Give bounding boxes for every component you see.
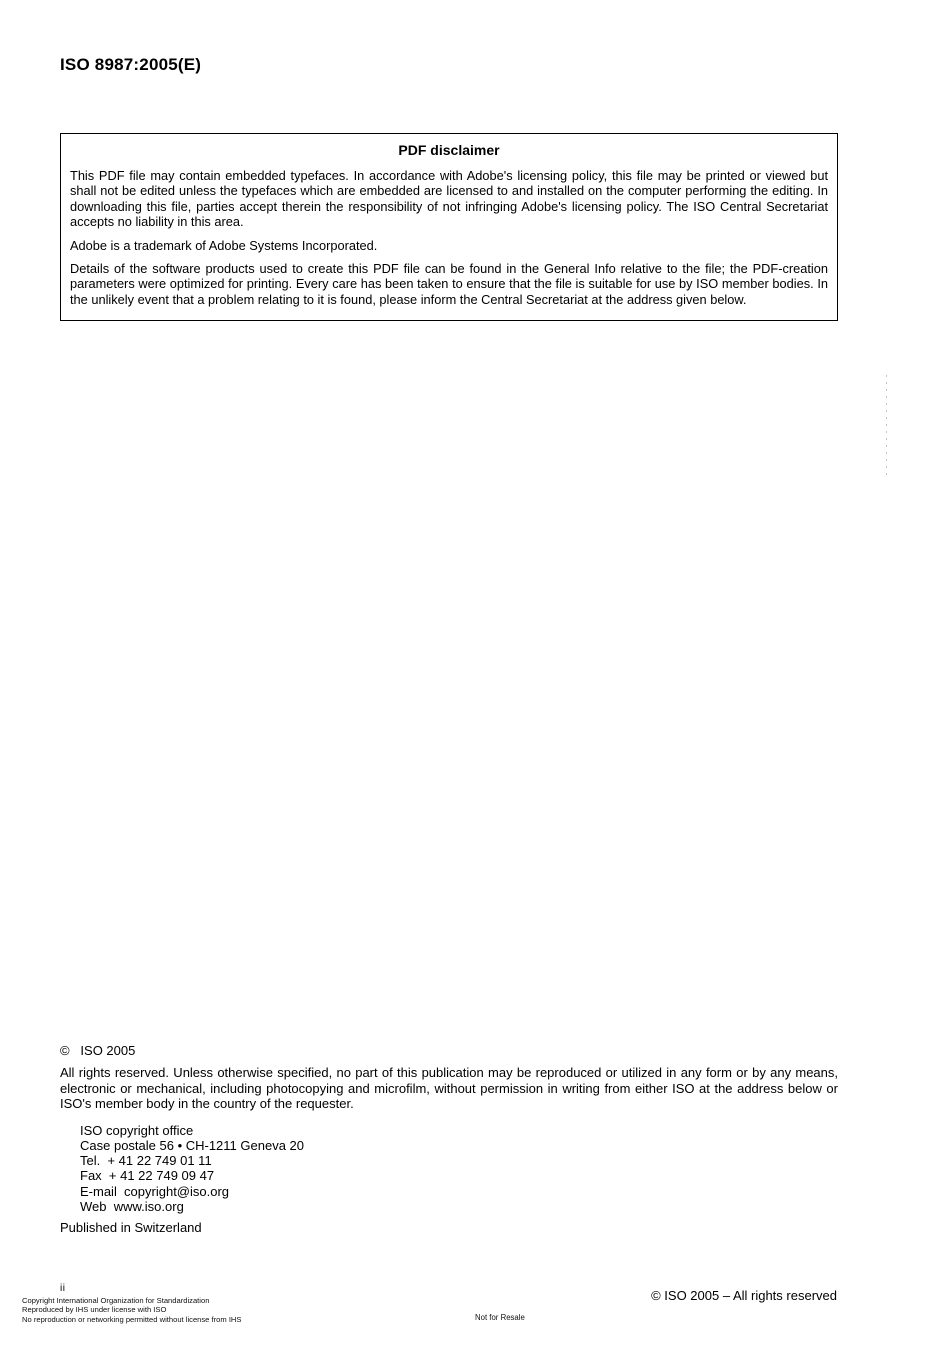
- license-footer-line: No reproduction or networking permitted without license from IHS: [22, 1314, 242, 1324]
- address-line-fax: Fax + 41 22 749 09 47: [80, 1168, 215, 1184]
- vertical-watermark: [886, 375, 887, 480]
- address-line-email: E-mail copyright@iso.org: [80, 1183, 230, 1199]
- disclaimer-paragraph-typefaces: This PDF file may contain embedded typefaces. In accordance with Adobe's licensing policy, this file may be printed or viewed but shall not be edited unless the typefaces which are embedded are licensed to and installed on the computer performing the editing. In downloading this file, parties accept therein the responsibility of not infringing Adobe's licensing policy. The ISO Central Secretariat accepts no liability in this area.: [70, 168, 828, 230]
- disclaimer-paragraph-software: Details of the software products used to create this PDF file can be found in the General Info relative to the file; the PDF-creation parameters were optimized for printing. Every care has been taken to ensure that the file is suitable for use by ISO member bodies. In the unlikely event that a problem relating to it is found, please inform the Central Secretariat at the address given below.: [70, 261, 828, 307]
- footer-copyright-note: © ISO 2005 – All rights reserved: [651, 1288, 837, 1303]
- address-line-tel: Tel. + 41 22 749 01 11: [80, 1153, 212, 1169]
- disclaimer-paragraph-trademark: Adobe is a trademark of Adobe Systems Incorporated.: [70, 237, 378, 253]
- iso-address-block: [80, 1123, 838, 1214]
- license-footer-line: Copyright International Organization for Standardization: [22, 1296, 210, 1305]
- pdf-disclaimer-box: [60, 133, 838, 321]
- license-footer-line: Reproduced by IHS under license with ISO: [22, 1305, 167, 1315]
- page-number: ii: [60, 1283, 66, 1294]
- not-for-resale-note: Not for Resale: [475, 1313, 525, 1322]
- copyright-section: [60, 1043, 838, 1235]
- published-line: Published in Switzerland: [60, 1220, 202, 1235]
- address-line-office: ISO copyright office: [80, 1122, 194, 1138]
- copyright-line: © ISO 2005: [60, 1043, 136, 1058]
- disclaimer-title: PDF disclaimer: [398, 142, 500, 158]
- license-footer-block: [22, 1296, 241, 1324]
- rights-statement: All rights reserved. Unless otherwise specified, no part of this publication may be reproduced or utilized in any form or by any means, electronic or mechanical, including photocopying and microfilm, without permission in writing from either ISO at the address below or ISO's member body in the country of the requester.: [60, 1065, 838, 1112]
- document-reference-title: ISO 8987:2005(E): [60, 55, 202, 74]
- address-line-postal: Case postale 56 • CH-1211 Geneva 20: [80, 1137, 305, 1153]
- address-line-web: Web www.iso.org: [80, 1198, 184, 1214]
